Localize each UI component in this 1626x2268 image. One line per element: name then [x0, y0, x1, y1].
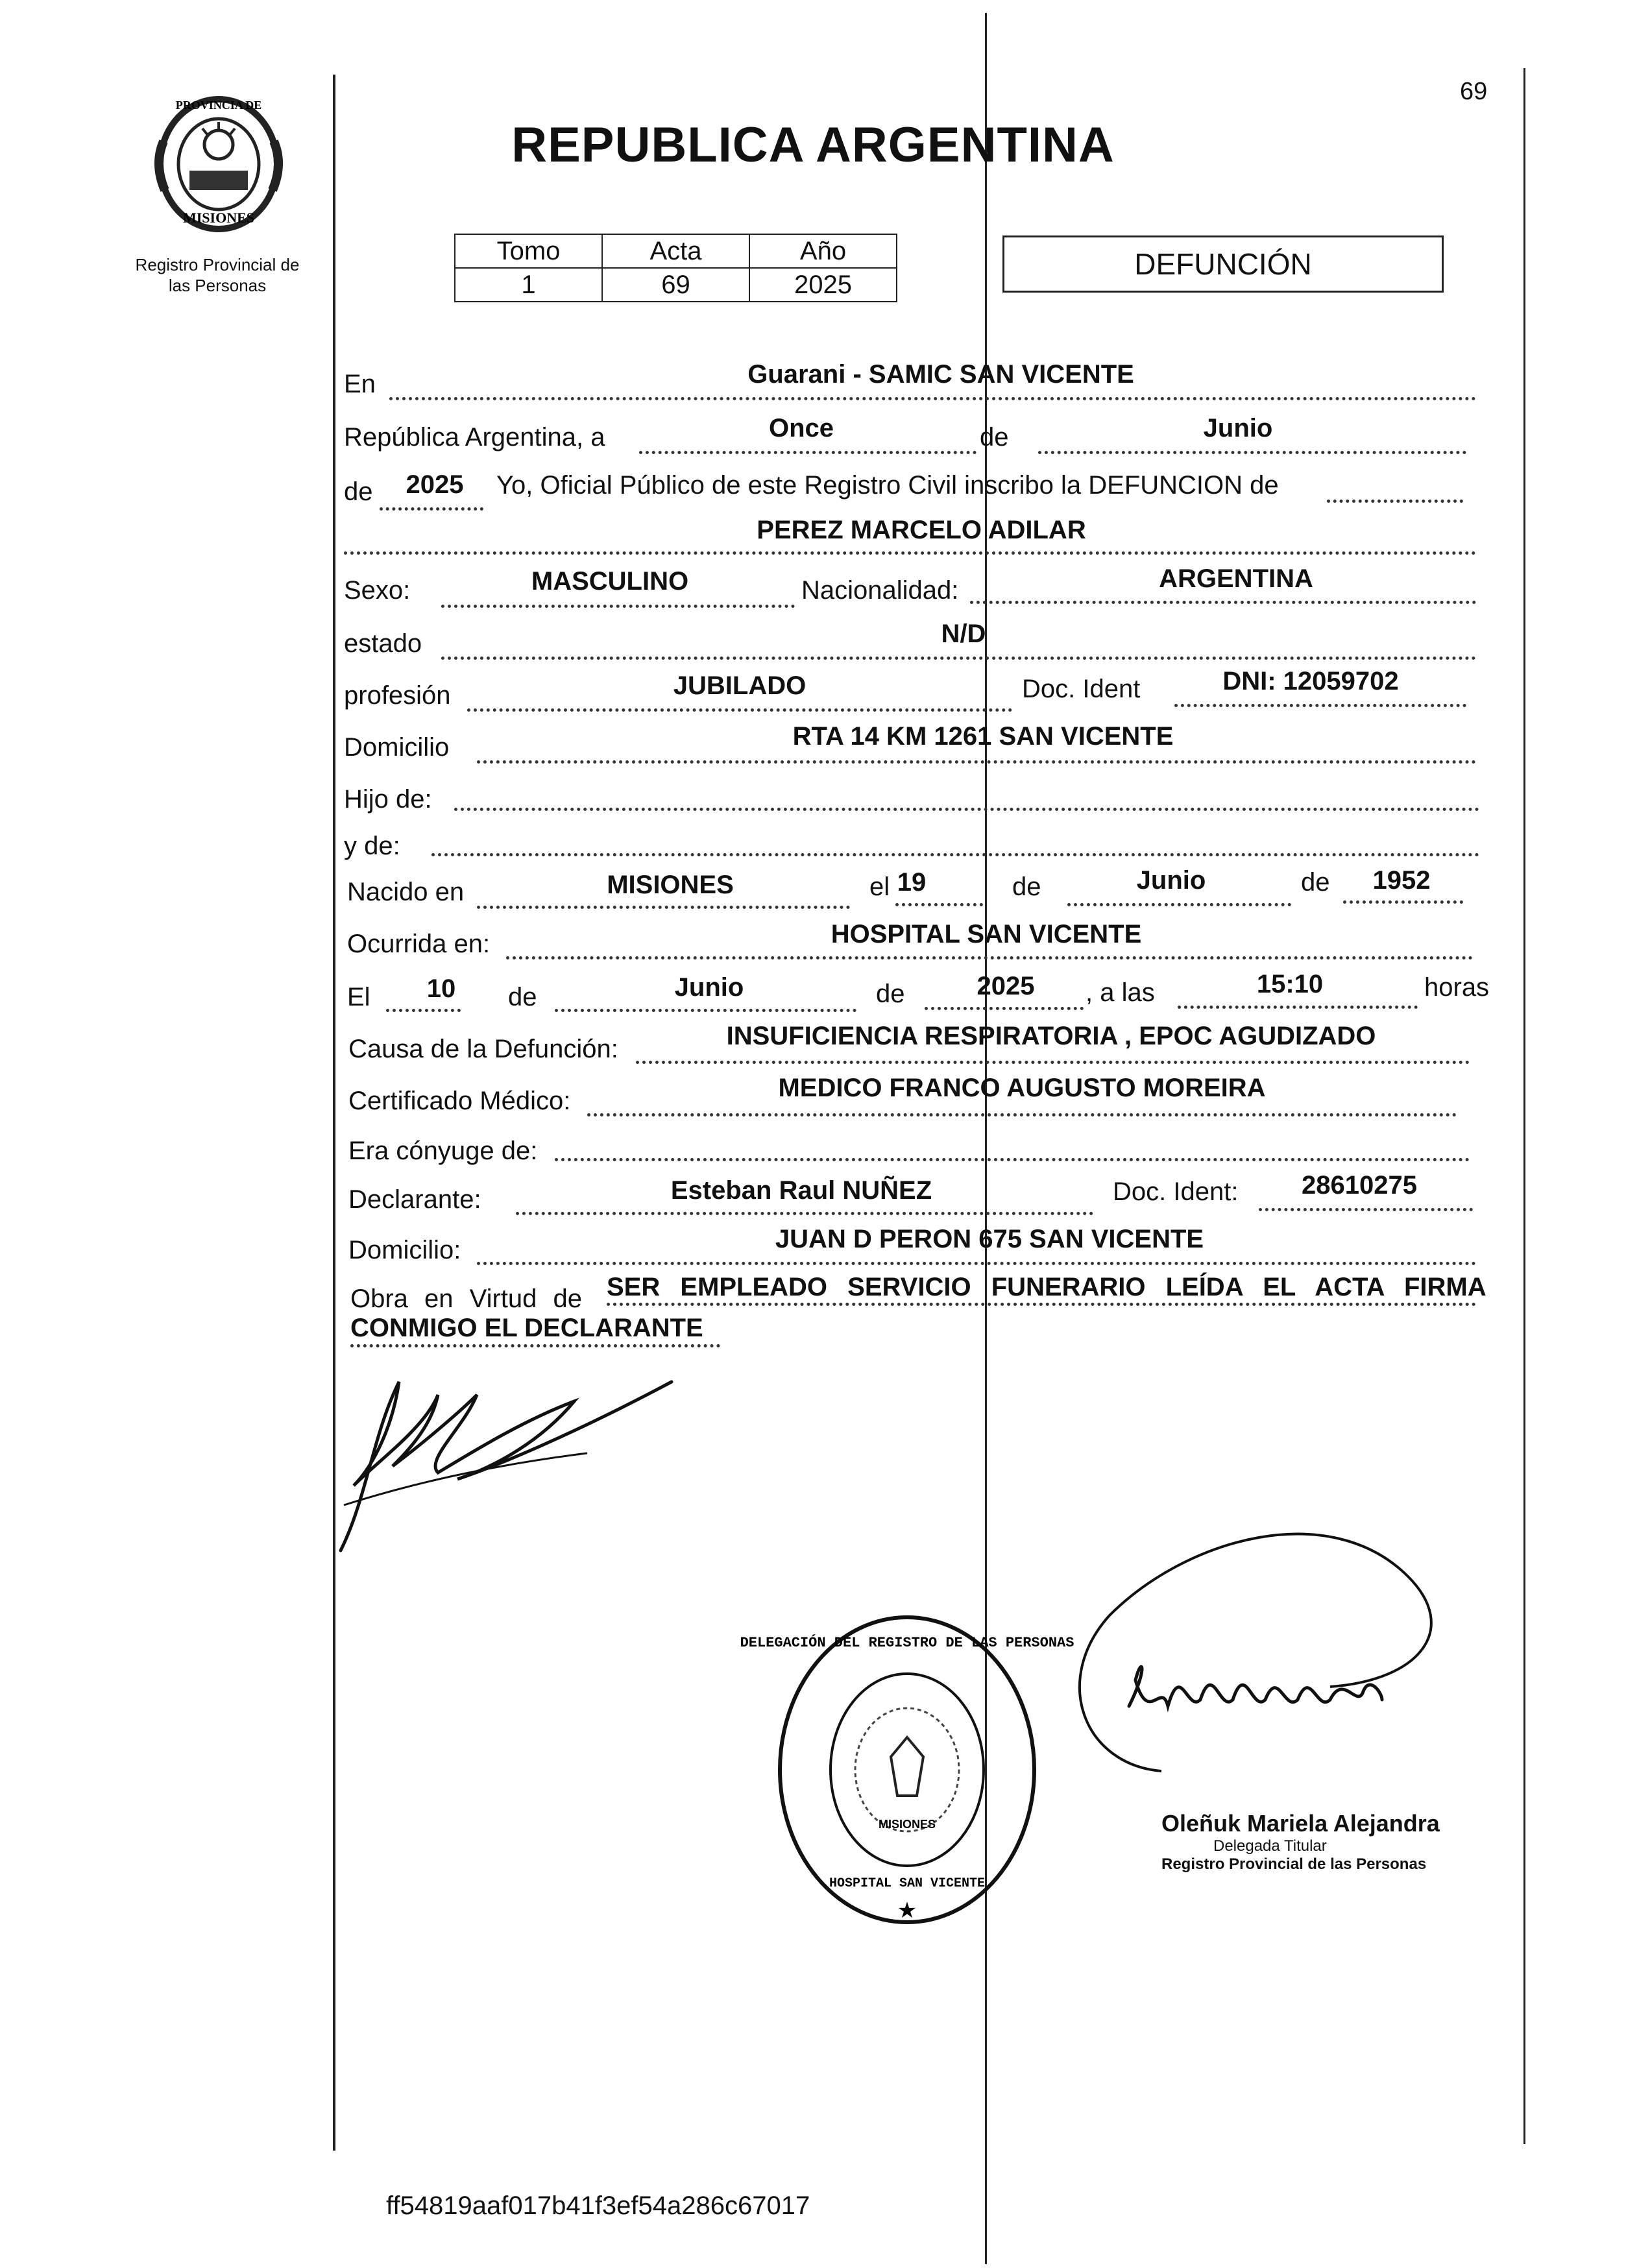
page-title: REPUBLICA ARGENTINA [511, 117, 1115, 173]
value-def-hora: 15:10 [1256, 970, 1324, 998]
label-def-de2: de [876, 980, 905, 1008]
dots-declarante-doc [1259, 1208, 1473, 1211]
registry-stamp [740, 1608, 1074, 1932]
seal-text-bottom: MISIONES [182, 210, 255, 226]
dots-sexo [441, 605, 795, 608]
value-ocurrida-en: HOSPITAL SAN VICENTE [831, 920, 1142, 948]
dots-def-anio [925, 1007, 1084, 1010]
act-reference-table [454, 234, 897, 302]
dots-nacionalidad [970, 601, 1476, 604]
dots-def-dia [386, 1009, 461, 1012]
tomo-value: 1 [455, 268, 602, 302]
dots-nac-anio [1343, 900, 1463, 904]
act-type-box [1002, 235, 1444, 293]
value-causa: INSUFICIENCIA RESPIRATORIA , EPOC AGUDIZADO [726, 1022, 1376, 1050]
label-nac-de1: de [1012, 873, 1041, 901]
value-anio: 2025 [406, 470, 464, 499]
value-def-anio: 2025 [977, 972, 1035, 1000]
label-horas: horas [1424, 973, 1490, 1002]
acta-label: Acta [602, 234, 749, 268]
label-nacido-en: Nacido en [347, 878, 465, 906]
stamp-inner-text: HOSPITAL SAN VICENTE [829, 1876, 986, 1891]
dots-estado [441, 657, 1476, 660]
label-causa: Causa de la Defunción: [348, 1035, 618, 1063]
dots-obra-2 [350, 1344, 720, 1347]
stamp-center-text: MISIONES [878, 1818, 936, 1831]
value-sexo: MASCULINO [531, 567, 689, 596]
label-domicilio-declarante: Domicilio: [348, 1236, 461, 1264]
dots-profesion [467, 708, 1012, 712]
dots-ocurrida-en [506, 956, 1473, 959]
dots-documento [1174, 704, 1466, 707]
dots-conyuge [555, 1158, 1470, 1161]
dots-nacido-en [477, 906, 850, 909]
stamp-ring-text: DELEGACIÓN DEL REGISTRO DE LAS PERSONAS [740, 1635, 1074, 1651]
dots-yo [1327, 500, 1463, 503]
label-conyuge: Era cónyuge de: [348, 1137, 538, 1165]
dots-y-de [431, 853, 1479, 856]
value-nacionalidad: ARGENTINA [1159, 564, 1313, 593]
label-y-de: y de: [344, 832, 400, 860]
dots-hijo-de [454, 808, 1479, 811]
value-nacido-en: MISIONES [607, 871, 734, 899]
value-profesion: JUBILADO [673, 671, 807, 700]
label-obra: Obra en Virtud de [350, 1285, 583, 1313]
label-estado: estado [344, 629, 422, 658]
label-doc-ident: Doc. Ident [1022, 675, 1141, 703]
anio-label: Año [749, 234, 897, 268]
value-nac-mes: Junio [1136, 866, 1206, 895]
label-doc-ident-declarante: Doc. Ident: [1113, 1177, 1239, 1206]
label-domicilio: Domicilio [344, 733, 450, 762]
label-sexo: Sexo: [344, 576, 411, 605]
dots-def-mes [555, 1009, 856, 1012]
star-icon: ★ [897, 1898, 917, 1923]
label-ocurrida-en: Ocurrida en: [347, 930, 491, 958]
dots-causa [636, 1061, 1470, 1064]
value-declarante-doc: 28610275 [1302, 1171, 1417, 1200]
registry-name-line1: Registro Provincial de [135, 255, 300, 274]
registry-name [104, 254, 331, 296]
registry-name-line2: las Personas [168, 276, 267, 295]
dots-obra-1 [607, 1303, 1476, 1306]
label-yo: Yo, Oficial Público de este Registro Civil inscribo la DEFUNCION de [496, 471, 1279, 500]
dots-certificado [587, 1113, 1457, 1116]
official-role: Delegada Titular [1213, 1837, 1327, 1855]
value-estado: N/D [941, 620, 986, 648]
dots-nac-dia [895, 903, 983, 906]
official-name: Oleñuk Mariela Alejandra [1161, 1810, 1440, 1837]
label-nacido-el: el [869, 873, 890, 901]
label-nacionalidad: Nacionalidad: [801, 576, 959, 605]
value-domicilio-declarante: JUAN D PERON 675 SAN VICENTE [775, 1225, 1204, 1253]
label-en: En [344, 370, 376, 398]
label-a-las: , a las [1086, 978, 1155, 1007]
right-margin-line [1523, 68, 1525, 2144]
act-type: DEFUNCIÓN [1134, 247, 1312, 281]
dots-en [389, 397, 1476, 400]
value-mes: Junio [1203, 414, 1273, 442]
value-obra-line1: SER EMPLEADO SERVICIO FUNERARIO LEÍDA EL ACTA FIRMA [607, 1273, 1486, 1301]
value-obra-line2: CONMIGO EL DECLARANTE [350, 1314, 703, 1342]
value-domicilio: RTA 14 KM 1261 SAN VICENTE [792, 722, 1174, 751]
label-nac-de2: de [1301, 868, 1330, 897]
value-def-mes: Junio [674, 973, 744, 1002]
dots-anio [380, 507, 483, 511]
dots-nombre [344, 551, 1476, 555]
dots-dia [639, 451, 977, 454]
page-number: 69 [1460, 78, 1488, 105]
dots-domicilio-declarante [477, 1262, 1476, 1265]
dots-domicilio [477, 760, 1476, 764]
official-signature [1058, 1486, 1499, 1804]
dots-def-hora [1178, 1006, 1418, 1009]
label-de: de [980, 423, 1009, 452]
value-lugar: Guarani - SAMIC SAN VICENTE [747, 360, 1134, 389]
value-nac-anio: 1952 [1372, 866, 1431, 895]
value-declarante: Esteban Raul NUÑEZ [670, 1176, 932, 1205]
value-dia: Once [768, 414, 834, 442]
label-certificado: Certificado Médico: [348, 1087, 571, 1115]
dots-mes [1038, 451, 1466, 454]
label-de-year: de [344, 477, 373, 506]
document-hash: ff54819aaf017b41f3ef54a286c67017 [386, 2191, 810, 2220]
value-def-dia: 10 [426, 974, 456, 1003]
label-profesion: profesión [344, 681, 451, 710]
value-nac-dia: 19 [897, 868, 927, 897]
official-office: Registro Provincial de las Personas [1161, 1855, 1427, 1873]
value-certificado: MEDICO FRANCO AUGUSTO MOREIRA [778, 1074, 1266, 1102]
seal-text-top: PROVINCIA DE [175, 99, 262, 112]
official-block [1161, 1810, 1460, 1874]
value-nombre: PEREZ MARCELO ADILAR [757, 516, 1086, 544]
value-documento: DNI: 12059702 [1222, 667, 1399, 695]
dots-nac-mes [1067, 903, 1291, 906]
label-hijo-de: Hijo de: [344, 785, 432, 814]
label-republica: República Argentina, a [344, 423, 605, 452]
dots-declarante [516, 1212, 1093, 1215]
anio-value: 2025 [749, 268, 897, 302]
label-declarante: Declarante: [348, 1185, 481, 1214]
declarant-signature [328, 1356, 678, 1570]
acta-value: 69 [602, 268, 749, 302]
left-margin-line [333, 75, 335, 2151]
tomo-label: Tomo [455, 234, 602, 268]
label-el: El [347, 983, 370, 1011]
label-def-de1: de [508, 983, 537, 1011]
